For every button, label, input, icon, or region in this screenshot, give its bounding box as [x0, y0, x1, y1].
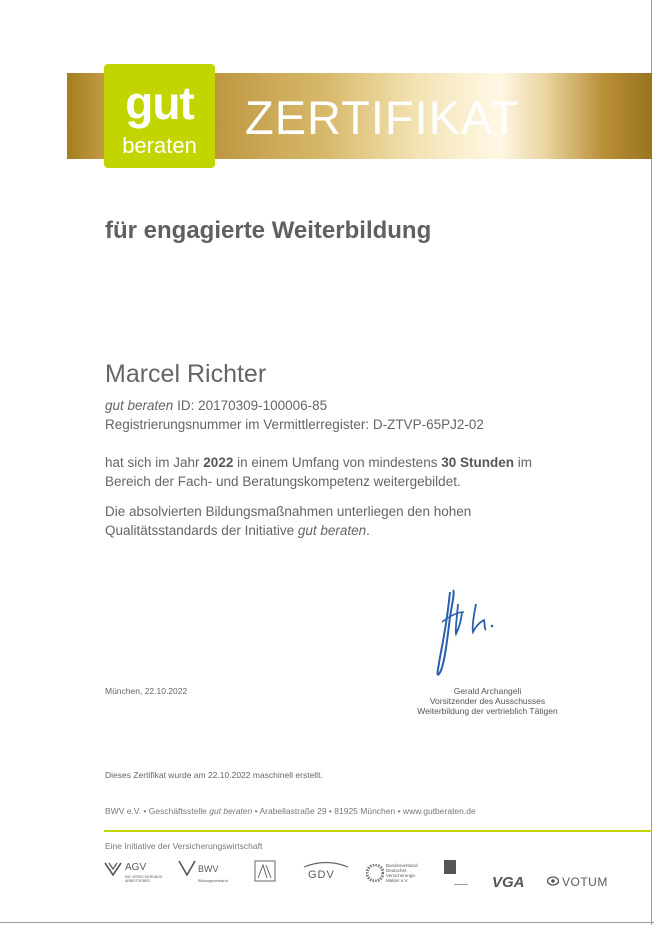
dva-logo — [254, 860, 276, 885]
p2-line-1: Die absolvierten Bildungsmaßnahmen unterliegen den hohen — [105, 504, 472, 519]
recipient-id: ID: 20170309-100006-85 — [173, 398, 328, 413]
bvk-line-4: Makler e.V. — [386, 878, 409, 883]
registry-number: Registrierungsnummer im Vermittlerregister: D-ZTVP-65PJ2-02 — [105, 417, 484, 432]
p1-year: 2022 — [203, 455, 234, 470]
generated-note: Dieses Zertifikat wurde am 22.10.2022 maschinell erstellt. — [105, 770, 323, 780]
dva-emblem-icon — [254, 860, 276, 882]
bvk-line-1: Bundesverband — [386, 863, 418, 868]
bwv-subtext: Bildungsverband — [198, 878, 228, 883]
agv-v-icon — [104, 862, 122, 876]
square-badge-icon — [444, 860, 456, 874]
gdv-text: GDV — [308, 869, 335, 881]
gut-beraten-logo — [104, 64, 215, 168]
p2-line-2b: . — [366, 523, 370, 538]
address-b: • Arabellastraße 29 • 81925 München • www.gutberaten.de — [252, 806, 476, 816]
footer-green-line — [104, 830, 652, 832]
id-prefix: gut beraten — [105, 398, 174, 413]
signer-role-1: Vorsitzender des Ausschusses — [429, 696, 546, 706]
signer-block — [380, 686, 595, 716]
gdv-arc-icon — [302, 860, 350, 868]
signer-name: Gerald Archangeli — [453, 686, 522, 696]
signer-role-2: Weiterbildung der vertrieblich Tätigen — [417, 706, 558, 716]
signature — [428, 582, 503, 682]
page-border-bottom — [0, 922, 654, 923]
bwv-v-icon — [178, 860, 196, 876]
address-a: BWV e.V. • Geschäftsstelle — [105, 806, 210, 816]
footer-address — [105, 806, 476, 816]
vga-logo: VGA — [492, 874, 525, 891]
logo-gut-text: gut — [125, 77, 194, 129]
bvk-line-2: Deutscher — [386, 868, 407, 873]
p1-text-c: im — [513, 455, 532, 470]
recipient-id-line — [105, 396, 565, 415]
place-and-date: München, 22.10.2022 — [105, 686, 188, 696]
bvk-text — [386, 863, 418, 883]
badge-caption-line — [454, 884, 468, 889]
p2-initiative-name: gut beraten — [297, 523, 367, 538]
body-paragraph-2 — [105, 502, 565, 540]
agv-text: AGV — [125, 862, 147, 873]
recipient-name: Marcel Richter — [105, 360, 267, 388]
bvk-line-3: Versicherungs- — [386, 873, 417, 878]
logo-beraten-text: beraten — [122, 133, 197, 158]
footer-initiative: Eine Initiative der Versicherungswirtschaft — [105, 841, 263, 851]
p1-text-a: hat sich im Jahr — [105, 455, 204, 470]
bwv-text: BWV — [198, 864, 219, 874]
votum-eye-icon — [547, 876, 559, 886]
votum-text: VOTUM — [562, 875, 608, 889]
p1-text-b: in einem Umfang von mindestens — [233, 455, 442, 470]
certificate-subtitle: für engagierte Weiterbildung — [105, 217, 432, 244]
bvk-pattern-icon — [366, 864, 384, 882]
p1-hours: 30 Stunden — [441, 455, 514, 470]
partner-logos — [104, 860, 624, 894]
certificate-title: ZERTIFIKAT — [245, 91, 520, 144]
agv-subtext: DIE VERSICHERUNGS ARBEITGEBER — [125, 875, 163, 883]
body-paragraph-1 — [105, 453, 565, 491]
address-initiative: gut beraten — [209, 806, 253, 816]
p1-line-2: Bereich der Fach- und Beratungskompetenz weitergebildet. — [105, 474, 461, 489]
p2-line-2a: Qualitätsstandards der Initiative — [105, 523, 298, 538]
